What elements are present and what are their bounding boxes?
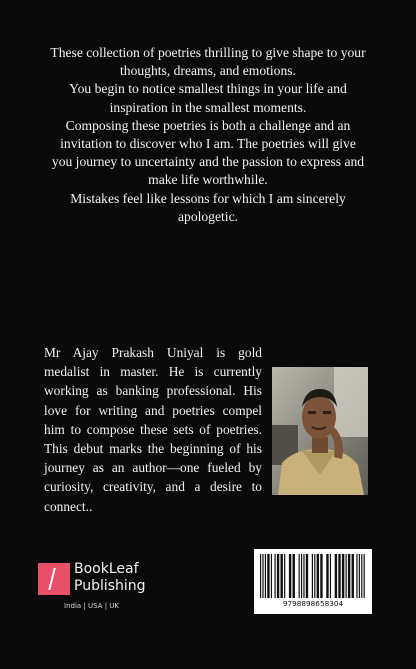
barcode-bar	[320, 554, 322, 598]
bio-line: love for writing and poetries compel	[44, 402, 262, 418]
barcode-bar	[317, 554, 319, 598]
barcode-bar	[303, 554, 304, 598]
barcode-bar	[260, 554, 261, 598]
blurb-line: Composing these poetries is both a challenge and an	[65, 117, 351, 133]
blurb-line: make life worthwhile.	[148, 172, 268, 188]
barcode-bar	[271, 554, 272, 598]
bio-line: creativity, and a desire to connect..	[44, 479, 262, 514]
publisher-logo-mark	[38, 563, 70, 595]
blurb-line: These collection of poetries thrilling to give shape to your	[50, 45, 366, 60]
barcode-bar	[342, 554, 344, 598]
blurb-line: Mistakes feel like lessons for which I am sincerely	[70, 190, 346, 206]
barcode-bar	[293, 554, 295, 598]
bio-line: poetries. This debut marks the	[44, 421, 262, 457]
bio-line: Mr Ajay Prakash Uniyal is gold	[44, 345, 262, 360]
bio-line: working as banking professional. His	[44, 383, 262, 399]
barcode-bar	[361, 554, 362, 598]
barcode-bar	[314, 554, 315, 598]
barcode-bar	[326, 554, 328, 598]
barcode-bar	[280, 554, 282, 598]
barcode-number: 9798898658304	[282, 599, 344, 608]
barcode-bar	[352, 554, 354, 598]
author-bio	[44, 343, 262, 516]
publisher-name-line1: BookLeaf	[74, 561, 139, 577]
bio-line: beginning of his journey as an	[44, 441, 262, 476]
barcode-bar	[262, 554, 263, 598]
bio-line: medalist in master. He is currently	[44, 364, 262, 380]
author-portrait-icon	[272, 367, 368, 495]
blurb-line: invitation to discover who I am. The poetries will give	[60, 136, 356, 152]
blurb-line: you journey to uncertainty and the passion to express and	[51, 154, 365, 170]
barcode-bar	[348, 554, 350, 598]
blurb-line: You begin to notice smallest things in your life and	[69, 81, 347, 97]
bio-line: him to compose these sets of	[44, 421, 211, 437]
barcode-bar	[335, 554, 337, 598]
barcode-bar	[338, 554, 340, 598]
barcode-bar	[364, 554, 365, 598]
back-cover-blurb	[36, 44, 380, 226]
publisher-name	[74, 561, 214, 595]
barcode-bar	[330, 554, 331, 598]
barcode-bar	[301, 554, 302, 598]
publisher-name-line2: Publishing	[74, 578, 146, 594]
barcode-bar	[277, 554, 279, 598]
barcode-bar	[289, 554, 291, 598]
barcode-bar	[284, 554, 285, 598]
blurb-line: apologetic.	[177, 208, 239, 224]
author-photo	[272, 367, 368, 495]
barcode-bar	[306, 554, 308, 598]
barcode-bar	[359, 554, 360, 598]
barcode-bar	[299, 554, 300, 598]
barcode-bar	[265, 554, 266, 598]
barcode-bar	[312, 554, 313, 598]
barcode-bar	[356, 554, 357, 598]
barcode-bars	[260, 554, 366, 598]
blurb-line: inspiration in the smallest moments.	[109, 99, 307, 115]
isbn-barcode	[254, 549, 372, 614]
bio-line: author—one fueled by curiosity,	[44, 460, 262, 495]
barcode-bar	[346, 554, 347, 598]
blurb-line: thoughts, dreams, and emotions.	[120, 63, 296, 79]
barcode-bar	[267, 554, 269, 598]
slash-icon	[48, 568, 55, 590]
publisher-tagline: India | USA | UK	[64, 602, 119, 610]
barcode-bar	[274, 554, 275, 598]
